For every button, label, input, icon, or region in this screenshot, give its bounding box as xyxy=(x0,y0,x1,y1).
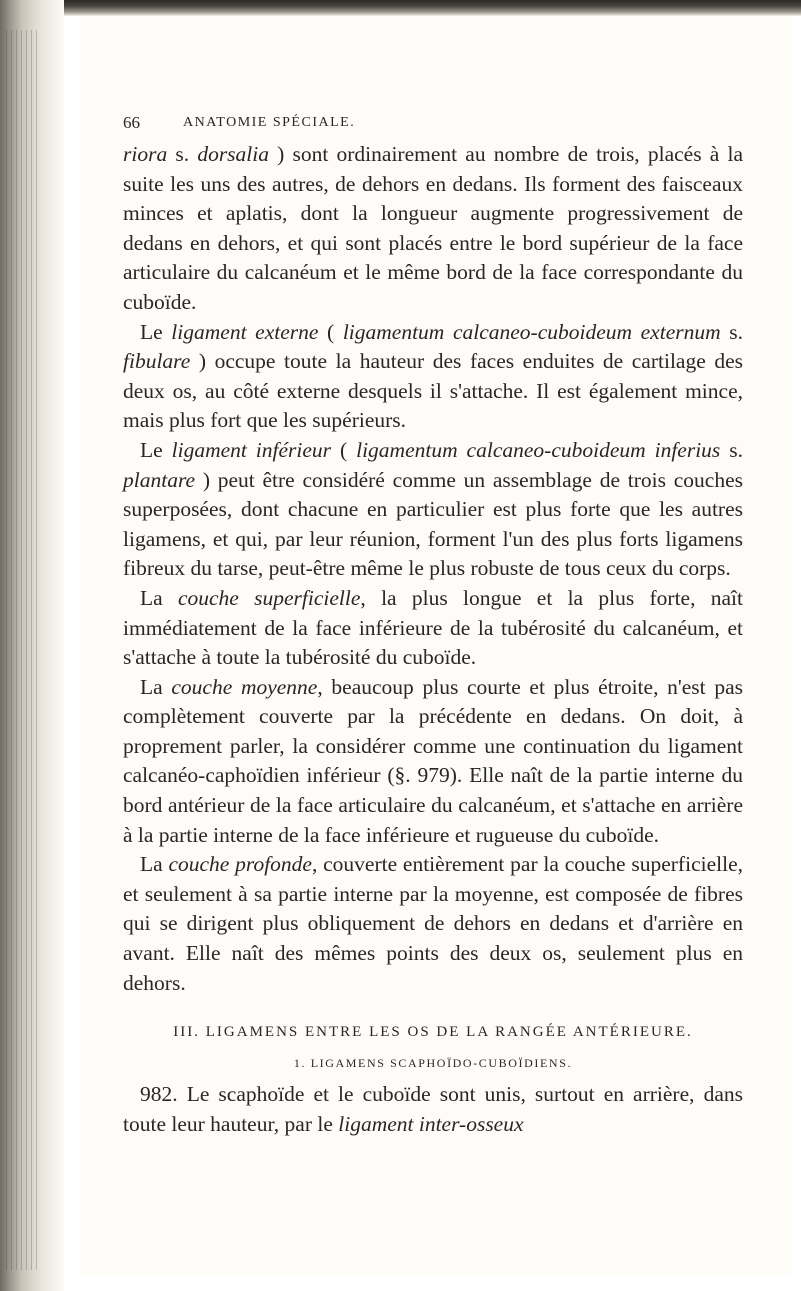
text-run: s. xyxy=(720,437,743,462)
paragraph-couche-moyenne xyxy=(123,673,743,851)
scan-top-edge xyxy=(64,0,801,16)
text-run: La xyxy=(140,852,169,877)
page-number: 66 xyxy=(123,113,140,132)
text-run: ( xyxy=(331,437,357,462)
term-latin-inferieur: ligamentum calcaneo-cuboideum inferius xyxy=(356,437,721,462)
text-run: ) occupe toute la hauteur des faces enduites de cartilage des deux os, au côté externe desquels il s'attache. Il est également mince, mais plus fort que les supérieurs. xyxy=(123,349,743,433)
section-heading: III. LIGAMENS ENTRE LES OS DE LA RANGÉE ANTÉRIEURE. xyxy=(173,1024,693,1041)
paragraph-982 xyxy=(123,1080,743,1139)
term-latin-externe: ligamentum calcaneo-cuboideum externum xyxy=(342,319,721,344)
text-run: La xyxy=(140,585,178,610)
term-ligament-externe: ligament externe xyxy=(171,319,319,344)
term-couche-moyenne: couche moyenne xyxy=(171,674,318,699)
text-run: s. xyxy=(167,142,198,166)
gutter-binding-lines xyxy=(6,30,40,1270)
text-run: ) peut être considéré comme un assemblage de trois couches superposées, dont chacune en particulier est plus forte que les autres ligamens, et qui, par leur réunion, forment l'un des plus forts ligamens fibreux du tarse, peut-être même le plus robuste de tous ceux du corps. xyxy=(123,467,743,581)
term-couche-superficielle: couche superficielle xyxy=(177,585,361,610)
subsection-heading: 1. LIGAMENS SCAPHOÏDO-CUBOÏDIENS. xyxy=(293,1056,573,1071)
text-run: Le xyxy=(140,437,172,462)
paragraph-ligament-inferieur xyxy=(123,436,743,584)
body-text xyxy=(123,140,743,1139)
paragraph-couche-profonde xyxy=(123,850,743,998)
text-run: 982. Le scaphoïde et le cuboïde sont unis, surtout en arrière, dans toute leur hauteur, par le xyxy=(123,1082,743,1136)
term-fibulare: fibulare xyxy=(123,349,191,374)
term-couche-profonde: couche profonde xyxy=(168,852,312,877)
text-run: , la plus longue et la plus forte, naît immédiatement de la face inférieure de la tubérosité du calcanéum, et s'attache à toute la tubérosité du cuboïde. xyxy=(123,585,743,670)
running-title: ANATOMIE SPÉCIALE. xyxy=(183,115,356,130)
term-riora: riora xyxy=(123,142,168,166)
paragraph-couche-superficielle xyxy=(123,584,743,673)
text-run: , beaucoup plus courte et plus étroite, n'est pas complètement couverte par la précédente en dedans. On doit, à proprement parler, la considérer comme une continuation du ligament calcanéo-caphoïdien inférieur (§. 979). Elle naît de la partie interne du bord antérieur de la face articulaire du calcanéum, et s'attache en arrière à la partie interne de la face inférieure et rugueuse du cuboïde. xyxy=(123,674,743,847)
term-plantare: plantare xyxy=(123,467,196,492)
paragraph-ligament-externe xyxy=(123,318,743,436)
text-run: ) sont ordinairement au nombre de trois, placés à la suite les uns des autres, de dehors en dedans. Ils forment des faisceaux minces et aplatis, dont la longueur augmente progressivement de dedans en dehors, et qui sont placés entre le bord supérieur de la face articulaire du calcanéum et le même bord de la face correspondante du cuboïde. xyxy=(123,142,743,314)
term-dorsalia: dorsalia xyxy=(197,142,269,166)
text-run: Le xyxy=(140,319,172,344)
running-header xyxy=(123,113,723,135)
term-ligament-inter-osseux: ligament inter-osseux xyxy=(338,1111,524,1136)
text-run: s. xyxy=(720,319,743,344)
text-run: La xyxy=(140,674,172,699)
text-run: , couverte entièrement par la couche superficielle, et seulement à sa partie interne par la moyenne, est composée de fibres qui se dirigent plus obliquement de dehors en dedans et d'arrière en avant. Elle naît des mêmes points des deux os, seulement plus en dehors. xyxy=(123,852,743,995)
paragraph-ligaments-superieurs xyxy=(123,140,743,318)
term-ligament-inferieur: ligament inférieur xyxy=(171,437,332,462)
text-run: ( xyxy=(318,319,343,344)
